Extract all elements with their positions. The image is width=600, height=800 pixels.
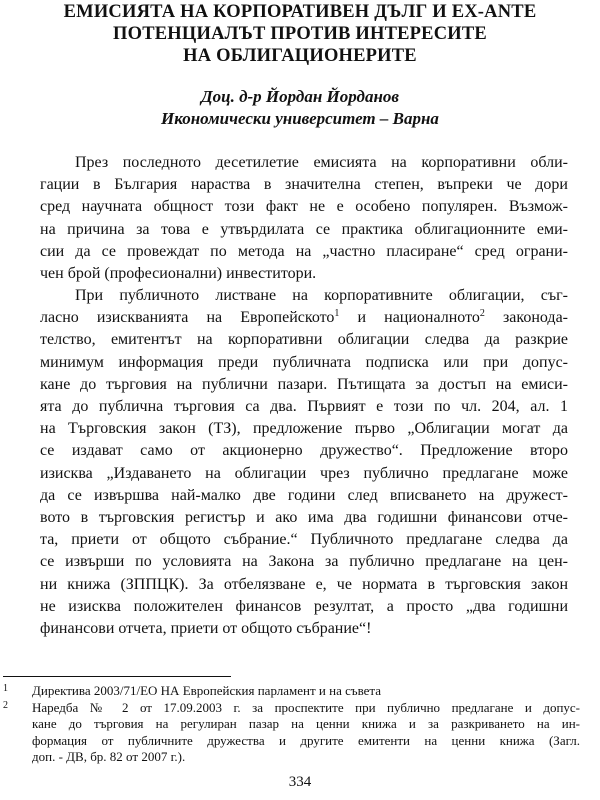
footnote-line: Директива 2003/71/ЕО НА Европейския парламент и на съвета <box>32 683 382 698</box>
footnote-line: формация от публичните дружества и другите емитенти на ценни книжа (Загл. <box>32 732 580 748</box>
footnote-line: Наредба № 2 от 17.09.2003 г. за проспектите при публично предлагане и допус- <box>32 699 580 715</box>
paragraph-line-part: и националното <box>339 309 480 327</box>
paragraph-line: се извърши по условията на Закона за публично предлагане на цен- <box>40 553 568 571</box>
paragraph-line: При публичното листване на корпоративните облигации, съг- <box>75 287 568 304</box>
page-number: 334 <box>288 774 312 790</box>
footnote-separator <box>3 676 231 677</box>
paragraph-line: чен брой (професионални) инвеститори. <box>40 265 317 283</box>
paragraph-line: ята до публична търговия са два. Първият е този по чл. 204, ал. 1 <box>40 398 568 416</box>
footnote-line: кане до търговия на регулиран пазар на ценни книжа и за разкриването на ин- <box>32 716 580 731</box>
paragraph-line: на причина за това е утвърдилата се практика облигационните еми- <box>40 220 568 238</box>
footnote-mark: 2 <box>3 699 8 711</box>
paragraph-line: не изисква положителен финансов резултат, а просто „два годишни <box>40 597 568 615</box>
paragraph-line: През последното десетилетие емисията на корпоративни обли- <box>75 154 568 171</box>
footnote-2 <box>0 700 580 766</box>
paragraph-line-with-footnotes <box>40 307 568 329</box>
footnote-line: доп. - ДВ, бр. 82 от 2007 г.). <box>32 749 186 764</box>
footnote-mark: 1 <box>3 683 8 694</box>
article-title <box>20 1 580 67</box>
paragraph-line: ни книжа (ЗППЦК). За отбелязване е, че нормата в търговския закон <box>40 575 568 593</box>
paragraph-line: телство, емитентът на корпоративни облигации следва да разкрие <box>40 331 568 349</box>
author-name: Доц. д-р Йордан Йорданов <box>201 87 399 106</box>
paragraph-line: да се извършва най-малко две години след вписването на дружест- <box>40 486 568 504</box>
title-line-1: ЕМИСИЯТА НА КОРПОРАТИВЕН ДЪЛГ И EX-ANTE <box>63 2 537 22</box>
paragraph-line: изисква „Издаването на облигации чрез публично предлагане може <box>40 464 568 482</box>
paragraph-line: та, приети от общото събрание.“ Публичното предлагане следва да <box>40 531 568 549</box>
paragraph-line: на Търговския закон (ТЗ), предложение първо „Облигации могат да <box>40 420 568 438</box>
paragraph-line-part: законода- <box>484 309 568 327</box>
paragraph-line: сии да се провеждат по метода на „частно пласиране“ сред ограни- <box>40 242 568 260</box>
author-affiliation: Икономически университет – Варна <box>161 109 439 128</box>
paragraph-line-part: ласно изискванията на Европейското <box>40 309 335 327</box>
footnotes <box>0 683 580 766</box>
paragraph-line: се издават само от акционерно дружество“. Предложение второ <box>40 442 568 460</box>
footnote-ref-1[interactable]: 1 <box>334 308 340 320</box>
paragraph-line: кане до търговия на публични пазари. Пътищата за достъп на емиси- <box>40 375 568 393</box>
paragraph-line: финансови отчета, приети от общото събрание“! <box>40 620 372 638</box>
body-paragraph-2 <box>40 285 568 640</box>
paragraph-line: гации в България нараства в значителна степен, въпреки че дори <box>40 176 568 194</box>
paragraph-line: сред научната общност този факт не е особено популярен. Възмож- <box>40 198 568 216</box>
title-line-2: ПОТЕНЦИАЛЪТ ПРОТИВ ИНТЕРЕСИТЕ <box>113 24 487 44</box>
footnote-1 <box>0 683 580 700</box>
body-paragraph-1 <box>40 152 568 285</box>
paragraph-line: вото в търговския регистър и ако има два годишни финансови отче- <box>40 509 568 527</box>
title-line-3: НА ОБЛИГАЦИОНЕРИТЕ <box>183 46 417 66</box>
footnote-ref-2[interactable]: 2 <box>479 308 485 320</box>
paragraph-line: минимум информация преди публичната подписка или при допус- <box>40 353 568 371</box>
